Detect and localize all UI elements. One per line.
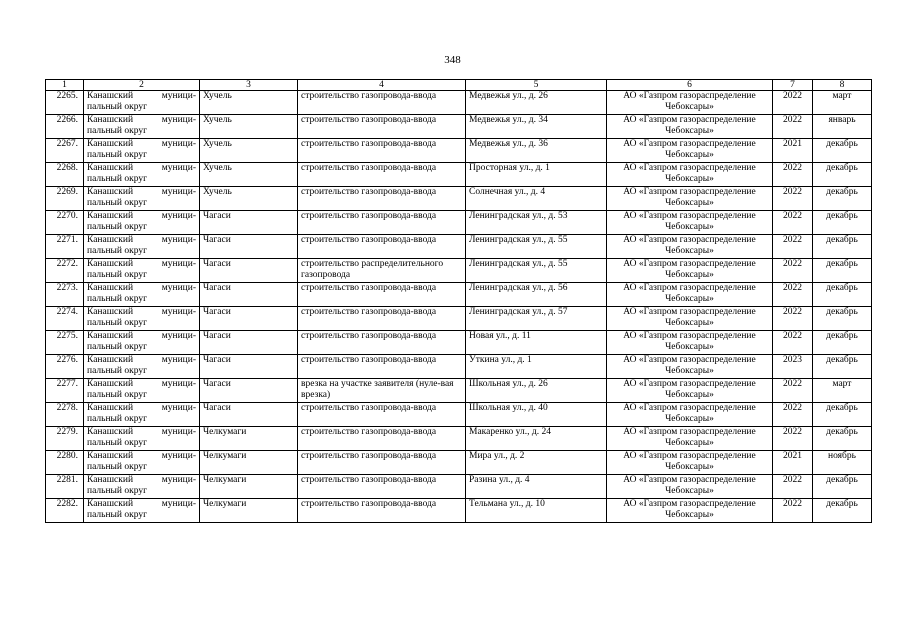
address-cell: Ленинградская ул., д. 57: [466, 307, 607, 331]
work-type-cell: строительство газопровода-ввода: [298, 403, 466, 427]
work-type-cell: строительство газопровода-ввода: [298, 115, 466, 139]
year-cell: 2023: [773, 355, 813, 379]
organization-cell: АО «Газпром газораспределение Чебоксары»: [607, 139, 773, 163]
year-cell: 2021: [773, 451, 813, 475]
table-row: [46, 331, 872, 355]
organization-cell: АО «Газпром газораспределение Чебоксары»: [607, 91, 773, 115]
year-cell: 2022: [773, 331, 813, 355]
organization-cell: АО «Газпром газораспределение Чебоксары»: [607, 379, 773, 403]
district-cell: Канашский муници-пальный округ: [84, 211, 200, 235]
month-cell: декабрь: [813, 283, 872, 307]
work-type-cell: строительство газопровода-ввода: [298, 235, 466, 259]
row-number: 2268.: [46, 163, 84, 187]
district-cell: Канашский муници-пальный округ: [84, 379, 200, 403]
district-cell: Канашский муници-пальный округ: [84, 259, 200, 283]
work-type-cell: врезка на участке заявителя (нуле-вая врезка): [298, 379, 466, 403]
settlement-cell: Челкумаги: [200, 499, 298, 523]
row-number: 2266.: [46, 115, 84, 139]
work-type-cell: строительство газопровода-ввода: [298, 499, 466, 523]
organization-cell: АО «Газпром газораспределение Чебоксары»: [607, 211, 773, 235]
table-row: [46, 187, 872, 211]
address-cell: Уткина ул., д. 1: [466, 355, 607, 379]
settlement-cell: Чагаси: [200, 379, 298, 403]
settlement-cell: Хучель: [200, 115, 298, 139]
settlement-cell: Челкумаги: [200, 475, 298, 499]
gasification-table: [45, 79, 872, 523]
work-type-cell: строительство газопровода-ввода: [298, 91, 466, 115]
row-number: 2279.: [46, 427, 84, 451]
district-cell: Канашский муници-пальный округ: [84, 163, 200, 187]
year-cell: 2022: [773, 427, 813, 451]
address-cell: Просторная ул., д. 1: [466, 163, 607, 187]
table-row: [46, 355, 872, 379]
settlement-cell: Хучель: [200, 163, 298, 187]
settlement-cell: Челкумаги: [200, 427, 298, 451]
work-type-cell: строительство газопровода-ввода: [298, 163, 466, 187]
month-cell: март: [813, 91, 872, 115]
page-number: 348: [444, 54, 461, 66]
work-type-cell: строительство газопровода-ввода: [298, 307, 466, 331]
address-cell: Макаренко ул., д. 24: [466, 427, 607, 451]
settlement-cell: Чагаси: [200, 403, 298, 427]
row-number: 2281.: [46, 475, 84, 499]
row-number: 2267.: [46, 139, 84, 163]
row-number: 2272.: [46, 259, 84, 283]
row-number: 2271.: [46, 235, 84, 259]
work-type-cell: строительство газопровода-ввода: [298, 187, 466, 211]
month-cell: декабрь: [813, 187, 872, 211]
year-cell: 2022: [773, 91, 813, 115]
column-header: 7: [773, 80, 813, 91]
row-number: 2282.: [46, 499, 84, 523]
work-type-cell: строительство газопровода-ввода: [298, 331, 466, 355]
column-header: 1: [46, 80, 84, 91]
table-row: [46, 427, 872, 451]
year-cell: 2022: [773, 475, 813, 499]
table-row: [46, 475, 872, 499]
table-row: [46, 403, 872, 427]
work-type-cell: строительство газопровода-ввода: [298, 283, 466, 307]
column-header: 4: [298, 80, 466, 91]
year-cell: 2022: [773, 283, 813, 307]
address-cell: Новая ул., д. 11: [466, 331, 607, 355]
month-cell: декабрь: [813, 427, 872, 451]
organization-cell: АО «Газпром газораспределение Чебоксары»: [607, 283, 773, 307]
year-cell: 2022: [773, 163, 813, 187]
column-header: 6: [607, 80, 773, 91]
year-cell: 2022: [773, 211, 813, 235]
district-cell: Канашский муници-пальный округ: [84, 403, 200, 427]
organization-cell: АО «Газпром газораспределение Чебоксары»: [607, 187, 773, 211]
table-row: [46, 307, 872, 331]
district-cell: Канашский муници-пальный округ: [84, 427, 200, 451]
table-row: [46, 211, 872, 235]
row-number: 2274.: [46, 307, 84, 331]
address-cell: Медвежья ул., д. 36: [466, 139, 607, 163]
work-type-cell: строительство газопровода-ввода: [298, 475, 466, 499]
work-type-cell: строительство газопровода-ввода: [298, 211, 466, 235]
year-cell: 2022: [773, 499, 813, 523]
month-cell: декабрь: [813, 355, 872, 379]
work-type-cell: строительство газопровода-ввода: [298, 139, 466, 163]
district-cell: Канашский муници-пальный округ: [84, 499, 200, 523]
address-cell: Солнечная ул., д. 4: [466, 187, 607, 211]
table-row: [46, 379, 872, 403]
settlement-cell: Хучель: [200, 91, 298, 115]
month-cell: декабрь: [813, 235, 872, 259]
month-cell: декабрь: [813, 259, 872, 283]
address-cell: Мира ул., д. 2: [466, 451, 607, 475]
address-cell: Ленинградская ул., д. 55: [466, 235, 607, 259]
organization-cell: АО «Газпром газораспределение Чебоксары»: [607, 451, 773, 475]
month-cell: декабрь: [813, 331, 872, 355]
table-row: [46, 259, 872, 283]
row-number: 2270.: [46, 211, 84, 235]
year-cell: 2022: [773, 379, 813, 403]
table-row: [46, 139, 872, 163]
table-row: [46, 163, 872, 187]
row-number: 2277.: [46, 379, 84, 403]
row-number: 2276.: [46, 355, 84, 379]
settlement-cell: Чагаси: [200, 259, 298, 283]
year-cell: 2022: [773, 307, 813, 331]
organization-cell: АО «Газпром газораспределение Чебоксары»: [607, 115, 773, 139]
table-row: [46, 283, 872, 307]
settlement-cell: Чагаси: [200, 355, 298, 379]
work-type-cell: строительство распределительного газопровода: [298, 259, 466, 283]
district-cell: Канашский муници-пальный округ: [84, 451, 200, 475]
district-cell: Канашский муници-пальный округ: [84, 187, 200, 211]
column-header: 8: [813, 80, 872, 91]
year-cell: 2022: [773, 235, 813, 259]
district-cell: Канашский муници-пальный округ: [84, 307, 200, 331]
settlement-cell: Чагаси: [200, 331, 298, 355]
organization-cell: АО «Газпром газораспределение Чебоксары»: [607, 163, 773, 187]
month-cell: март: [813, 379, 872, 403]
organization-cell: АО «Газпром газораспределение Чебоксары»: [607, 499, 773, 523]
settlement-cell: Хучель: [200, 187, 298, 211]
table-row: [46, 235, 872, 259]
address-cell: Разина ул., д. 4: [466, 475, 607, 499]
row-number: 2269.: [46, 187, 84, 211]
month-cell: декабрь: [813, 475, 872, 499]
year-cell: 2022: [773, 187, 813, 211]
district-cell: Канашский муници-пальный округ: [84, 475, 200, 499]
row-number: 2273.: [46, 283, 84, 307]
settlement-cell: Чагаси: [200, 235, 298, 259]
address-cell: Медвежья ул., д. 26: [466, 91, 607, 115]
column-header: 3: [200, 80, 298, 91]
row-number: 2280.: [46, 451, 84, 475]
table-row: [46, 451, 872, 475]
header-row: [46, 80, 872, 91]
address-cell: Ленинградская ул., д. 55: [466, 259, 607, 283]
month-cell: декабрь: [813, 211, 872, 235]
settlement-cell: Челкумаги: [200, 451, 298, 475]
organization-cell: АО «Газпром газораспределение Чебоксары»: [607, 355, 773, 379]
table-row: [46, 115, 872, 139]
work-type-cell: строительство газопровода-ввода: [298, 355, 466, 379]
month-cell: декабрь: [813, 499, 872, 523]
year-cell: 2022: [773, 115, 813, 139]
organization-cell: АО «Газпром газораспределение Чебоксары»: [607, 427, 773, 451]
organization-cell: АО «Газпром газораспределение Чебоксары»: [607, 259, 773, 283]
address-cell: Школьная ул., д. 40: [466, 403, 607, 427]
settlement-cell: Чагаси: [200, 211, 298, 235]
month-cell: декабрь: [813, 163, 872, 187]
year-cell: 2021: [773, 139, 813, 163]
organization-cell: АО «Газпром газораспределение Чебоксары»: [607, 307, 773, 331]
table-row: [46, 499, 872, 523]
district-cell: Канашский муници-пальный округ: [84, 355, 200, 379]
month-cell: декабрь: [813, 403, 872, 427]
row-number: 2275.: [46, 331, 84, 355]
district-cell: Канашский муници-пальный округ: [84, 115, 200, 139]
address-cell: Медвежья ул., д. 34: [466, 115, 607, 139]
year-cell: 2022: [773, 403, 813, 427]
settlement-cell: Чагаси: [200, 307, 298, 331]
work-type-cell: строительство газопровода-ввода: [298, 427, 466, 451]
row-number: 2265.: [46, 91, 84, 115]
month-cell: январь: [813, 115, 872, 139]
district-cell: Канашский муници-пальный округ: [84, 91, 200, 115]
table-row: [46, 91, 872, 115]
district-cell: Канашский муници-пальный округ: [84, 331, 200, 355]
organization-cell: АО «Газпром газораспределение Чебоксары»: [607, 403, 773, 427]
settlement-cell: Хучель: [200, 139, 298, 163]
address-cell: Тельмана ул., д. 10: [466, 499, 607, 523]
address-cell: Ленинградская ул., д. 56: [466, 283, 607, 307]
address-cell: Школьная ул., д. 26: [466, 379, 607, 403]
organization-cell: АО «Газпром газораспределение Чебоксары»: [607, 235, 773, 259]
month-cell: ноябрь: [813, 451, 872, 475]
district-cell: Канашский муници-пальный округ: [84, 283, 200, 307]
month-cell: декабрь: [813, 139, 872, 163]
column-header: 5: [466, 80, 607, 91]
organization-cell: АО «Газпром газораспределение Чебоксары»: [607, 475, 773, 499]
district-cell: Канашский муници-пальный округ: [84, 235, 200, 259]
year-cell: 2022: [773, 259, 813, 283]
address-cell: Ленинградская ул., д. 53: [466, 211, 607, 235]
row-number: 2278.: [46, 403, 84, 427]
district-cell: Канашский муници-пальный округ: [84, 139, 200, 163]
column-header: 2: [84, 80, 200, 91]
month-cell: декабрь: [813, 307, 872, 331]
organization-cell: АО «Газпром газораспределение Чебоксары»: [607, 331, 773, 355]
settlement-cell: Чагаси: [200, 283, 298, 307]
work-type-cell: строительство газопровода-ввода: [298, 451, 466, 475]
